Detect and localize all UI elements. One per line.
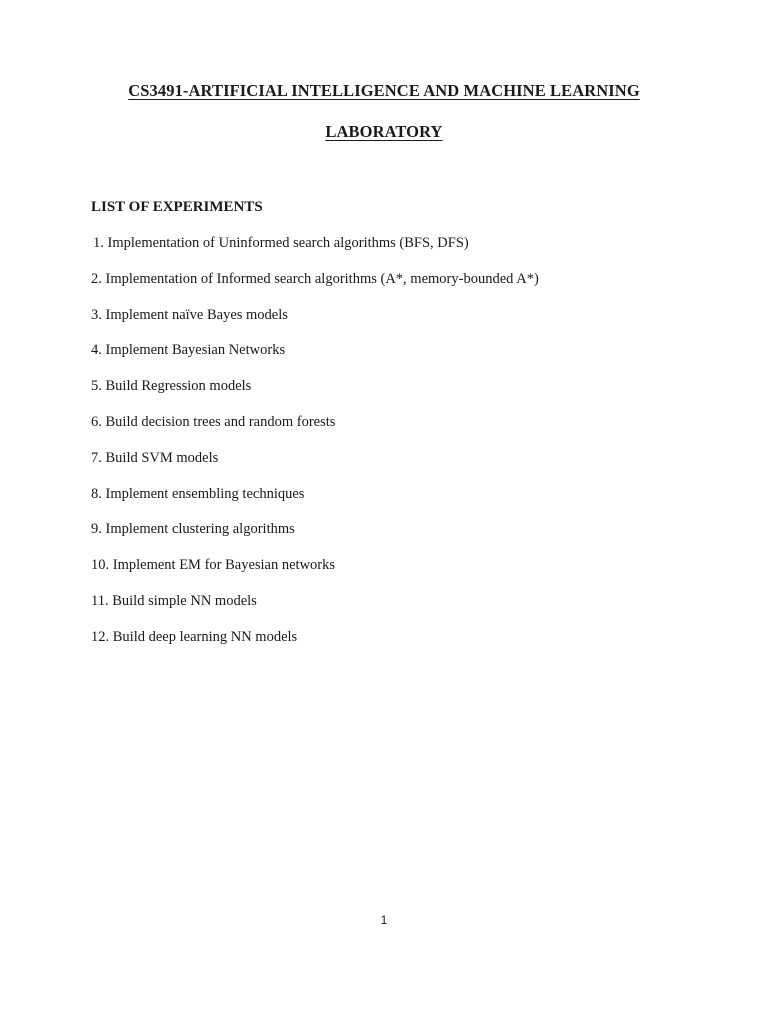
experiment-list	[91, 235, 539, 665]
experiment-item-9: 9. Implement clustering algorithms	[91, 521, 295, 538]
page-number: 1	[380, 913, 388, 927]
experiment-item-8: 8. Implement ensembling techniques	[91, 485, 305, 502]
experiment-item-4: 4. Implement Bayesian Networks	[91, 342, 286, 359]
experiment-item-2: 2. Implementation of Informed search algorithms (A*, memory-bounded A*)	[91, 270, 539, 287]
experiment-item-11: 11. Build simple NN models	[91, 592, 257, 609]
experiment-item-12: 12. Build deep learning NN models	[91, 628, 298, 645]
course-title-continuation: LABORATORY	[325, 122, 443, 141]
experiment-item-10: 10. Implement EM for Bayesian networks	[91, 557, 336, 574]
experiment-item-1: 1. Implementation of Uninformed search algorithms (BFS, DFS)	[93, 235, 469, 251]
experiment-item-5: 5. Build Regression models	[91, 378, 252, 395]
experiment-item-3: 3. Implement naïve Bayes models	[91, 306, 288, 323]
course-title: CS3491-ARTIFICIAL INTELLIGENCE AND MACHINE LEARNING	[128, 81, 640, 100]
experiment-item-7: 7. Build SVM models	[91, 449, 219, 466]
section-heading: LIST OF EXPERIMENTS	[91, 199, 263, 215]
experiment-item-6: 6. Build decision trees and random forests	[91, 413, 336, 430]
